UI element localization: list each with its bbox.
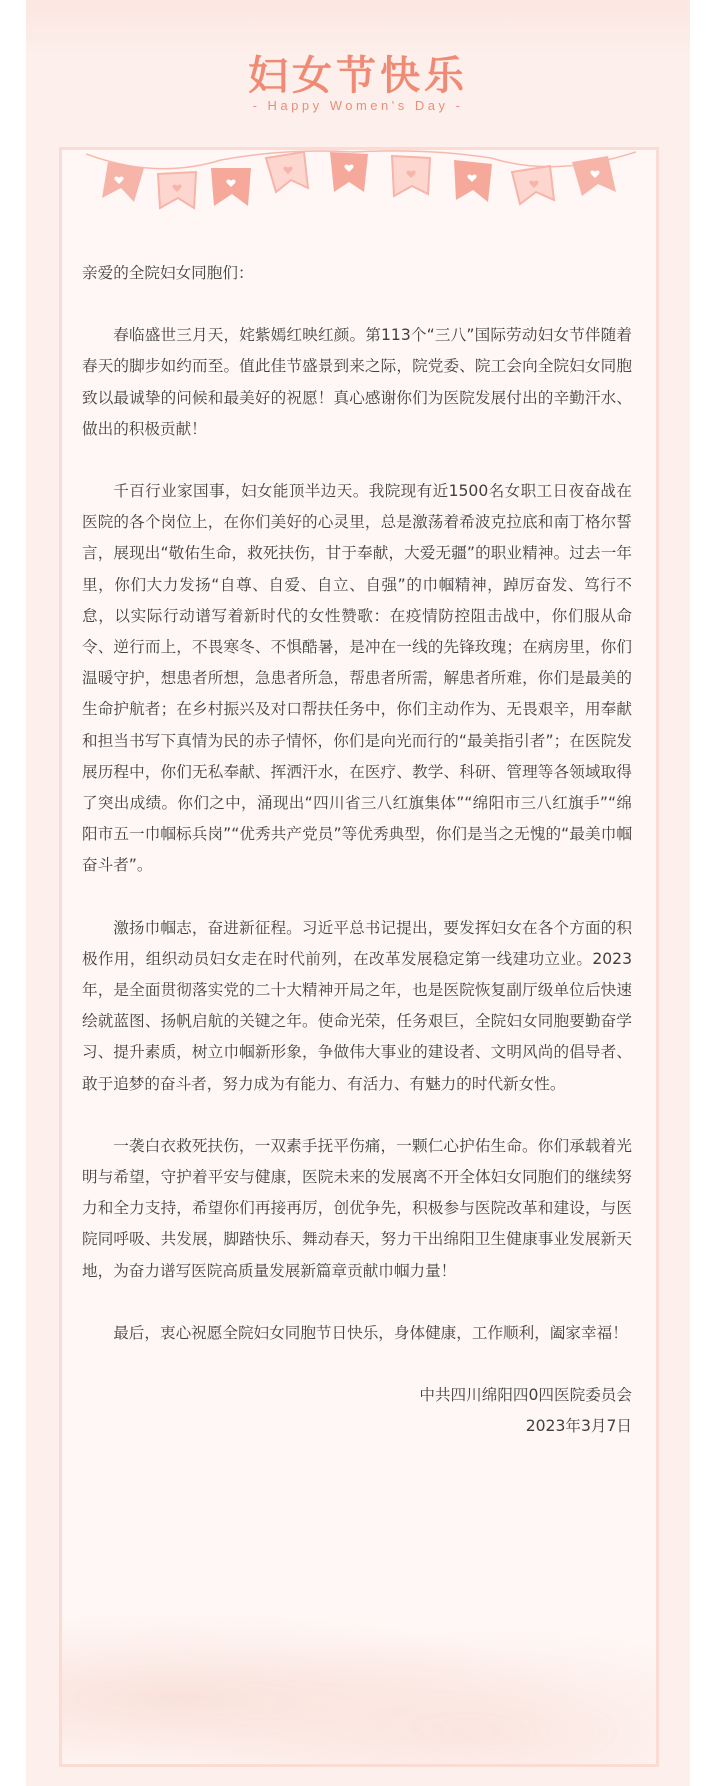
page-subtitle: - Happy Women's Day - xyxy=(252,98,464,113)
bunting-flag-1 xyxy=(102,162,144,202)
letter-paragraph-2: 千百行业家国事，妇女能顶半边天。我院现有近1500名女职工日夜奋战在医院的各个岗位上，在你们美好的心灵里，总是激荡着希波克拉底和南丁格尔誓言，展现出“敬佑生命，救死扶伤，甘于奉献，大爱无疆”的职业精神。过去一年里，你们大力发扬“自尊、自爱、自立、自强”的巾帼精神，踔厉奋发、笃行不怠，以实际行动谱写着新时代的女性赞歌：在疫情防控阻击战中，你们服从命令、逆行而上，不畏寒冬、不惧酷暑，是冲在一线的先锋玫瑰；在病房里，你们温暖守护，想患者所想，急患者所急，帮患者所需，解患者所难，你们是最美的生命护航者；在乡村振兴及对口帮扶任务中，你们主动作为、无畏艰辛，用奉献和担当书写下真情为民的赤子情怀，你们是向光而行的“最美指引者”；在医院发展历程中，你们无私奉献、挥洒汗水，在医疗、教学、科研、管理等各领域取得了突出成绩。你们之中，涌现出“四川省三八红旗集体”“绵阳市三八红旗手”“绵阳市五一巾帼标兵岗”“优秀共产党员”等优秀典型，你们是当之无愧的“最美巾帼奋斗者”。 xyxy=(82,482,632,875)
bunting-flag-9 xyxy=(572,156,616,196)
bunting-flag-8 xyxy=(512,166,554,204)
bunting-flag-7 xyxy=(454,160,492,202)
bottom-cloud-decoration xyxy=(62,1600,656,1764)
letter-paragraph-5: 最后，衷心祝愿全院妇女同胞节日快乐，身体健康，工作顺利，阖家幸福！ xyxy=(113,1323,628,1342)
letter-salutation: 亲爱的全院妇女同胞们： xyxy=(82,264,254,282)
letter-paragraph-3: 激扬巾帼志，奋进新征程。习近平总书记提出，要发挥妇女在各个方面的积极作用，组织动员妇女走在时代前列，在改革发展稳定第一线建功立业。2023年，是全面贯彻落实党的二十大精神开局之年，也是医院恢复副厅级单位后快速绘就蓝图、扬帆启航的关键之年。使命光荣，任务艰巨，全院妇女同胞要勤奋学习、提升素质，树立巾帼新形象，争做伟大事业的建设者、文明风尚的倡导者、敢于追梦的奋斗者，努力成为有能力、有活力、有魅力的时代新女性。 xyxy=(82,918,632,1093)
bunting-flag-5 xyxy=(330,152,368,192)
letter-paragraph-4: 一袭白衣救死扶伤，一双素手抚平伤痛，一颗仁心护佑生命。你们承载着光明与希望，守护着平安与健康，医院未来的发展离不开全体妇女同胞们的继续努力和全力支持，希望你们再接再厉，创优争先，积极参与医院改革和建设，与医院同呼吸、共发展，脚踏快乐、舞动春天，努力干出绵阳卫生健康事业发展新天地，为奋力谱写医院高质量发展新篇章贡献巾帼力量！ xyxy=(82,1136,632,1280)
bunting-flag-2 xyxy=(158,172,196,208)
letter-paragraph-1: 春临盛世三月天，姹紫嫣红映红颜。第113个“三八”国际劳动妇女节伴随着春天的脚步如约而至。值此佳节盛景到来之际，院党委、院工会向全院妇女同胞致以最诚挚的问候和最美好的祝愿！真心感谢你们为医院发展付出的辛勤汗水、做出的积极贡献！ xyxy=(82,326,632,438)
signature-date: 2023年3月7日 xyxy=(525,1417,632,1436)
signature-organization: 中共四川绵阳四0四医院委员会 xyxy=(419,1386,632,1405)
signature-block xyxy=(82,1380,632,1442)
bunting-flag-6 xyxy=(392,156,430,196)
bunting-flag-3 xyxy=(211,168,251,206)
bunting-flag-4 xyxy=(266,152,308,192)
letter-body xyxy=(82,258,632,1443)
poster-page xyxy=(26,0,690,1786)
page-title: 妇女节快乐 xyxy=(248,53,468,99)
bunting-garland xyxy=(86,148,636,228)
